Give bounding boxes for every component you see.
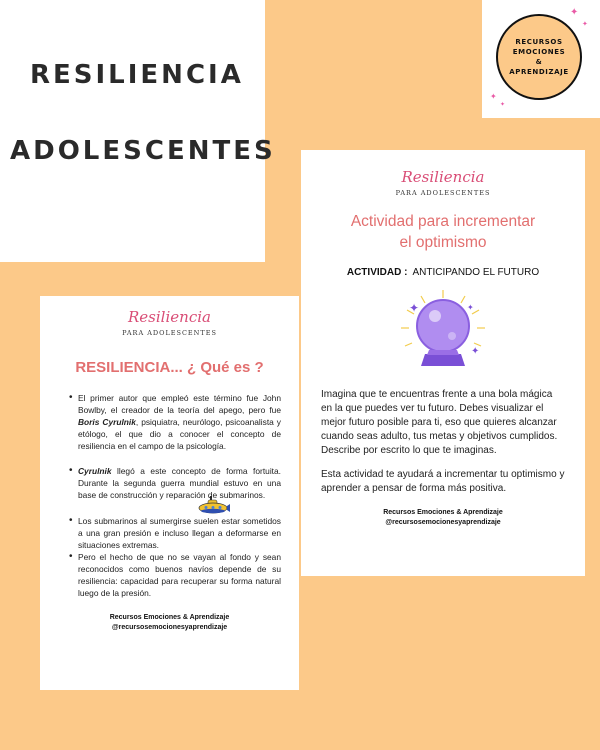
svg-text:✦: ✦ bbox=[409, 301, 420, 315]
list-item: • El primer autor que empleó este término fue John Bowlby, el creador de la teoría del apego, pero fue Boris Cyrulnik, psiquiatra, neurólogo, psicoanalista y etólogo, el que dio a conocer el concepto de resiliencia en el campo de la psicología. bbox=[78, 392, 281, 452]
title-line-2: ADOLESCENTES bbox=[10, 136, 276, 166]
brand-subtitle: PARA ADOLESCENTES bbox=[395, 189, 491, 197]
activity-paragraph-1: Imagina que te encuentras frente a una bola mágica en la que puedes ver tu futuro. Debes visualizar el mejor futuro posible para ti, eso que quieres alcanzar cuando seas adulto, tus metas y objetivos cumplidos. Describe por escrito lo que te imaginas. bbox=[321, 389, 558, 456]
activity-label: ACTIVIDAD : bbox=[346, 267, 408, 278]
credit-handle: @recursosemocionesyaprendizaje bbox=[385, 519, 501, 526]
crystal-ball-icon bbox=[301, 288, 585, 374]
svg-text:✦: ✦ bbox=[467, 303, 474, 312]
sparkle-icon: ✦ bbox=[570, 7, 579, 18]
sparkle-icon: ✦ bbox=[500, 102, 506, 108]
list-item: • Cyrulnik llegó a este concepto de forma fortuita. Durante la segunda guerra mundial estuvo en una base de construcción y reparación de submarinos. bbox=[78, 465, 281, 501]
credit-name: Recursos Emociones & Aprendizaje bbox=[383, 509, 503, 516]
logo bbox=[482, 0, 600, 118]
logo-text: RECURSOS EMOCIONES & APRENDIZAJE bbox=[509, 38, 569, 76]
sparkle-icon: ✦ bbox=[582, 21, 588, 28]
activity-paragraph-2: Esta actividad te ayudará a incrementar tu optimismo y aprender a pensar de forma más positiva. bbox=[321, 469, 565, 494]
definition-card bbox=[40, 296, 299, 690]
brand-subtitle: PARA ADOLESCENTES bbox=[122, 329, 217, 337]
definition-list bbox=[40, 392, 299, 599]
sparkle-icon: ✦ bbox=[490, 92, 497, 101]
list-item: • Pero el hecho de que no se vayan al fondo y sean reconocidos como buenos navíos depende de su resiliencia: capacidad para recuperar su forma natural luego de la presión. bbox=[78, 551, 281, 599]
activity-card bbox=[301, 150, 585, 576]
activity-value: ANTICIPANDO EL FUTURO bbox=[412, 267, 540, 278]
svg-text:✦: ✦ bbox=[471, 346, 480, 357]
activity-heading: Actividad para incrementar el optimismo bbox=[350, 213, 536, 251]
title-line-1: RESILIENCIA bbox=[30, 60, 244, 90]
brand-title: Resiliencia bbox=[401, 168, 485, 186]
definition-heading: RESILIENCIA... ¿ Qué es ? bbox=[75, 359, 264, 376]
title-panel bbox=[0, 0, 276, 262]
credit-name: Recursos Emociones & Aprendizaje bbox=[109, 614, 230, 621]
list-item: • Los submarinos al sumergirse suelen estar sometidos a una gran presión e incluso llegan a deformarse en situaciones extremas. bbox=[78, 515, 281, 551]
logo-circle bbox=[496, 14, 582, 100]
brand-title: Resiliencia bbox=[128, 308, 211, 326]
credit-handle: @recursosemocionesyaprendizaje bbox=[111, 624, 228, 631]
activity-description bbox=[321, 388, 565, 496]
activity-label-line bbox=[301, 267, 585, 278]
